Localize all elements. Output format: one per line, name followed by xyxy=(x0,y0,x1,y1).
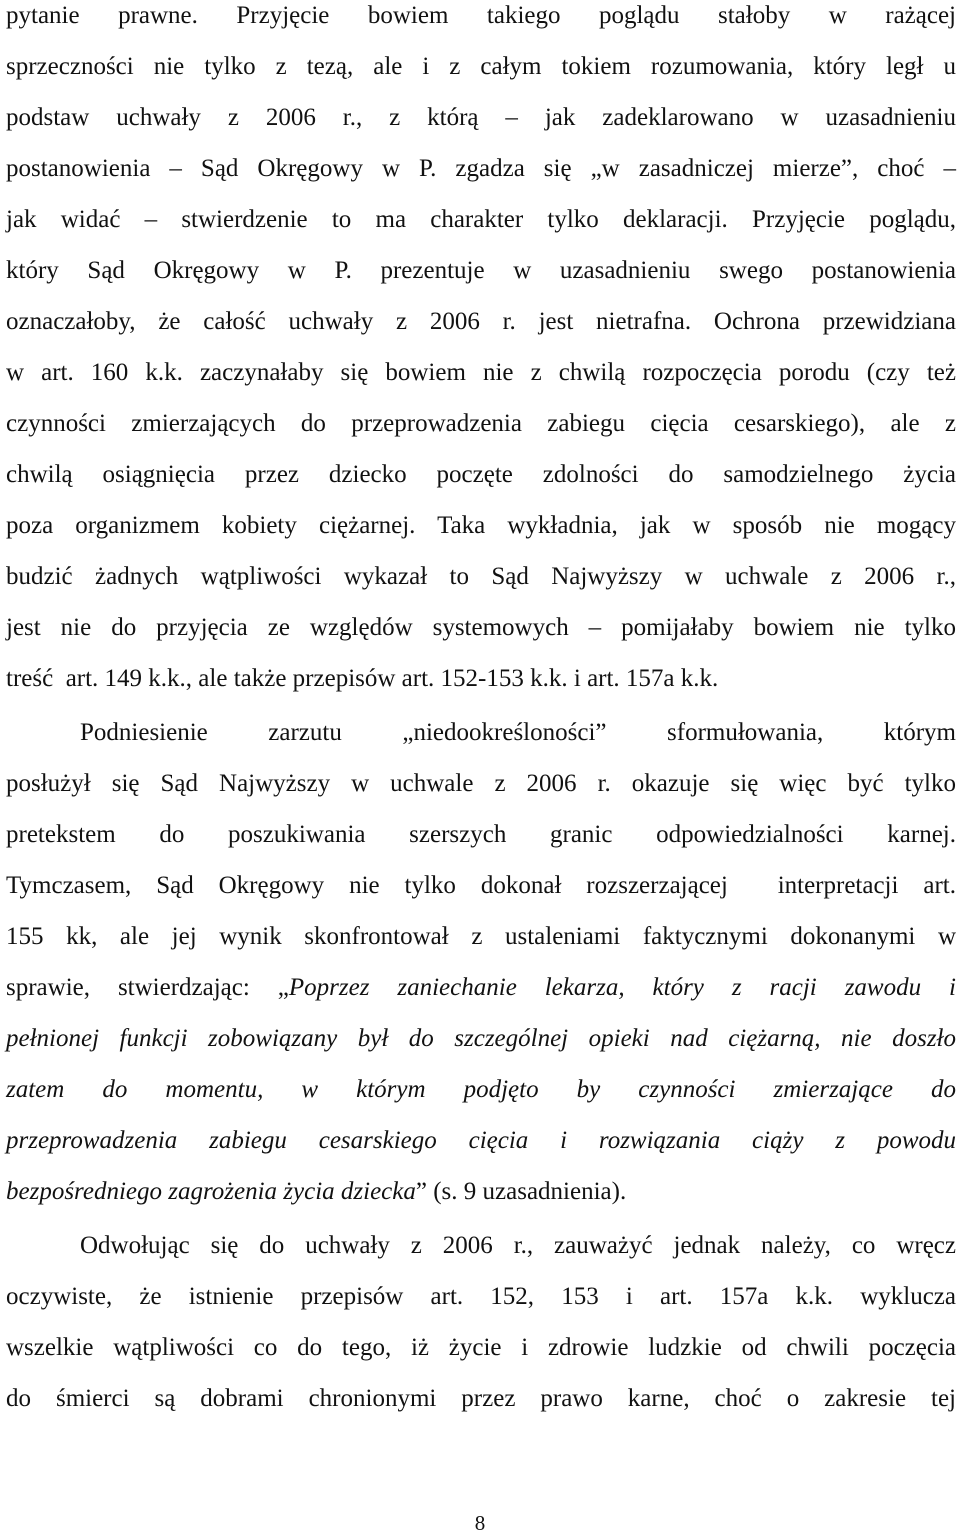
text-line xyxy=(6,1277,956,1317)
text-line xyxy=(6,1121,956,1161)
line-text: Tymczasem, Sąd Okręgowy nie tylko dokonał rozszerzającej interpretacji art. xyxy=(6,872,956,899)
text-line xyxy=(6,1070,956,1110)
text-line xyxy=(6,815,956,855)
text-line xyxy=(6,968,956,1008)
line-text: postanowienia – Sąd Okręgowy w P. zgadza się „w zasadniczej mierze”, choć – xyxy=(6,155,956,182)
line-text: sprzeczności nie tylko z tezą, ale i z całym tokiem rozumowania, który legł u xyxy=(6,53,956,80)
italic-quote-text: bezpośredniego zagrożenia życia dziecka xyxy=(6,1178,416,1205)
line-text: jest nie do przyjęcia ze względów systemowych – pomijałaby bowiem nie tylko xyxy=(6,614,956,641)
line-text: 155 kk, ale jej wynik skonfrontował z ustaleniami faktycznymi dokonanymi w xyxy=(6,923,956,950)
italic-quote-text: pełnionej funkcji zobowiązany był do szczególnej opieki nad ciężarną, nie doszło xyxy=(6,1025,956,1052)
italic-quote-text: Poprzez zaniechanie lekarza, który z racji zawodu i xyxy=(288,974,956,1001)
text-line xyxy=(6,251,956,291)
line-text: w art. 160 k.k. zaczynałaby się bowiem nie z chwilą rozpoczęcia porodu (czy też xyxy=(6,359,956,386)
text-line xyxy=(6,353,956,393)
text-line xyxy=(6,98,956,138)
text-line xyxy=(6,0,956,36)
line-text: który Sąd Okręgowy w P. prezentuje w uzasadnieniu swego postanowienia xyxy=(6,257,956,284)
text-line xyxy=(6,1019,956,1059)
line-text: Podniesienie zarzutu „niedookreśloności” sformułowania, którym xyxy=(80,719,956,746)
line-text: treść art. 149 k.k., ale także przepisów art. 152-153 k.k. i art. 157a k.k. xyxy=(6,665,719,692)
text-line xyxy=(6,659,956,699)
text-line xyxy=(6,608,956,648)
line-text: Odwołując się do uchwały z 2006 r., zauważyć jednak należy, co wręcz xyxy=(80,1232,956,1259)
line-text: oczywiste, że istnienie przepisów art. 152, 153 i art. 157a k.k. wyklucza xyxy=(6,1283,956,1310)
text-line xyxy=(6,1172,956,1212)
text-line xyxy=(6,1328,956,1368)
line-text: budzić żadnych wątpliwości wykazał to Sąd Najwyższy w uchwale z 2006 r., xyxy=(6,563,956,590)
line-text: oznaczałoby, że całość uchwały z 2006 r. jest nietrafna. Ochrona przewidziana xyxy=(6,308,956,335)
line-text: czynności zmierzających do przeprowadzenia zabiegu cięcia cesarskiego), ale z xyxy=(6,410,956,437)
line-text: posłużył się Sąd Najwyższy w uchwale z 2006 r. okazuje się więc być tylko xyxy=(6,770,956,797)
line-text: ” (s. 9 uzasadnienia). xyxy=(415,1178,627,1205)
text-line xyxy=(6,557,956,597)
text-line xyxy=(6,47,956,87)
line-text: chwilą osiągnięcia przez dziecko poczęte zdolności do samodzielnego życia xyxy=(6,461,956,488)
line-text: podstaw uchwały z 2006 r., z którą – jak zadeklarowano w uzasadnieniu xyxy=(6,104,956,131)
line-text: pretekstem do poszukiwania szerszych granic odpowiedzialności karnej. xyxy=(6,821,956,848)
italic-quote-text: przeprowadzenia zabiegu cesarskiego cięcia i rozwiązania ciąży z powodu xyxy=(6,1127,956,1154)
text-line xyxy=(80,1226,956,1266)
line-text: jak widać – stwierdzenie to ma charakter tylko deklaracji. Przyjęcie poglądu, xyxy=(6,206,956,233)
text-line xyxy=(6,866,956,906)
text-line xyxy=(6,302,956,342)
text-line xyxy=(6,506,956,546)
line-text: sprawie, stwierdzając: „ xyxy=(6,974,289,1001)
page-number: 8 xyxy=(474,1511,486,1535)
line-text: pytanie prawne. Przyjęcie bowiem takiego poglądu stałoby w rażącej xyxy=(6,2,956,29)
text-line xyxy=(6,455,956,495)
text-line xyxy=(6,1379,956,1419)
line-text: wszelkie wątpliwości co do tego, iż życie i zdrowie ludzkie od chwili poczęcia xyxy=(6,1334,956,1361)
line-text: do śmierci są dobrami chronionymi przez prawo karne, choć o zakresie tej xyxy=(6,1385,956,1412)
line-text: poza organizmem kobiety ciężarnej. Taka wykładnia, jak w sposób nie mogący xyxy=(6,512,956,539)
text-line xyxy=(6,917,956,957)
italic-quote-text: zatem do momentu, w którym podjęto by czynności zmierzające do xyxy=(6,1076,956,1103)
text-line xyxy=(80,713,956,753)
text-line xyxy=(6,404,956,444)
text-line xyxy=(6,200,956,240)
text-line xyxy=(6,149,956,189)
text-line xyxy=(6,764,956,804)
